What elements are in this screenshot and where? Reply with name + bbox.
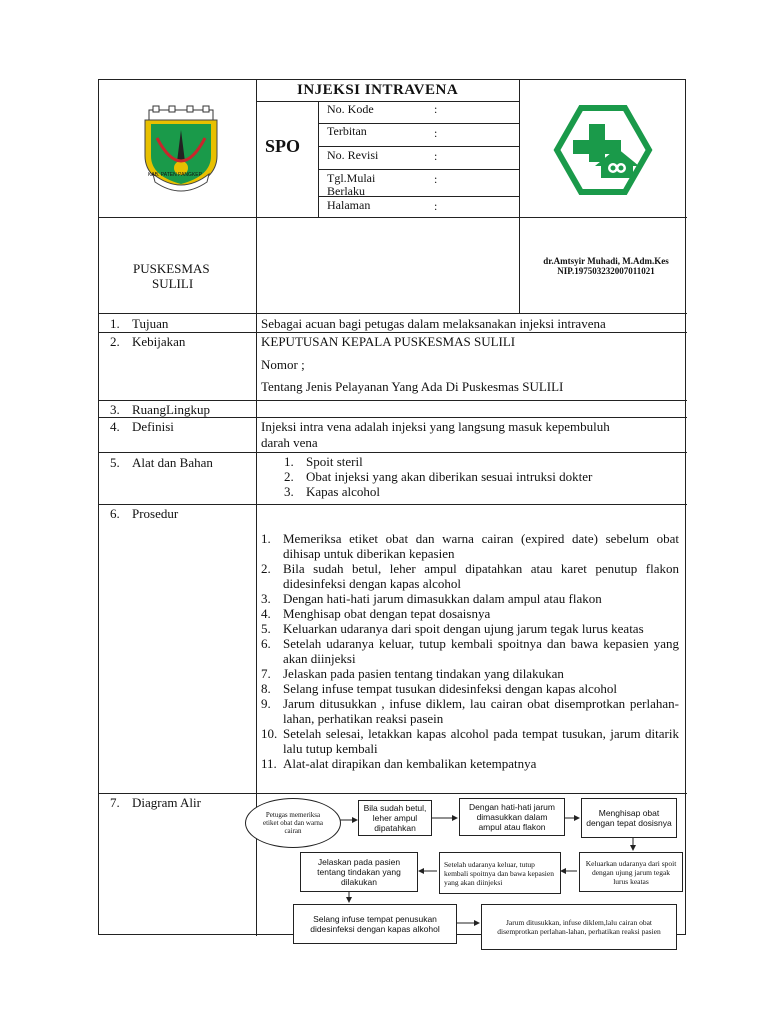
list-item: 9. Jarum ditusukkan , infuse diklem, lau cairan obat disemprotkan perlahan-lahan, perhatikan reaksi pasein — [261, 696, 679, 726]
field-terbitan-value: : — [434, 126, 438, 140]
tujuan-label: Tujuan — [132, 316, 169, 331]
document-title: INJEKSI INTRAVENA — [297, 82, 459, 98]
field-halaman-value: : — [434, 199, 438, 213]
field-line-3 — [318, 169, 519, 170]
list-item: 3. Kapas alcohol — [284, 484, 381, 499]
kebijakan-line2: Nomor ; — [261, 357, 305, 372]
row-line-1 — [99, 332, 687, 333]
flow-box-9: Jarum ditusukkan, infuse diklem,lalu cairan obat disemprotkan perlahan-lahan, perhatikan reaksi pasien — [481, 904, 677, 950]
pangkep-logo — [131, 104, 231, 194]
kebijakan-label: Kebijakan — [132, 334, 186, 349]
org-name-line1: PUSKESMAS — [133, 261, 210, 276]
spo-document — [98, 79, 686, 935]
ruang-num: 3. — [110, 402, 120, 417]
list-item: 5. Keluarkan udaranya dari spoit dengan ujung jarum tegak lurus keatas — [261, 621, 644, 636]
field-no-revisi-label: No. Revisi — [327, 148, 379, 162]
org-name-line2: SULILI — [152, 276, 194, 291]
list-item: 10. Setelah selesai, letakkan kapas alcohol pada tempat tusukan, jarum ditarik lalu tutup kembali — [261, 726, 679, 756]
definisi-label: Definisi — [132, 419, 174, 434]
kebijakan-num: 2. — [110, 334, 120, 349]
puskesmas-logo — [553, 104, 653, 196]
prosedur-label: Prosedur — [132, 506, 179, 521]
tujuan-text: Sebagai acuan bagi petugas dalam melaksanakan injeksi intravena — [261, 316, 606, 331]
list-item: 2. Obat injeksi yang akan diberikan sesuai intruksi dokter — [284, 469, 593, 484]
list-item: 8. Selang infuse tempat tusukan didesinfeksi dengan kapas alcohol — [261, 681, 617, 696]
row-line-6 — [99, 793, 687, 794]
right-column-divider — [519, 80, 520, 313]
field-line-2 — [318, 146, 519, 147]
org-bottom-line — [99, 313, 687, 314]
flow-box-6: Setelah udaranya keluar, tutup kembali spoitnya dan bawa kepasien yang akan diinjeksi — [439, 852, 561, 894]
field-no-kode-value: : — [434, 102, 438, 116]
definisi-line1: Injeksi intra vena adalah injeksi yang langsung masuk kepembuluh — [261, 419, 610, 434]
flow-box-8: Selang infuse tempat penusukan didesinfeksi dengan kapas alkohol — [293, 904, 457, 944]
spo-divider — [318, 101, 319, 217]
row-line-5 — [99, 504, 687, 505]
flow-start-ellipse: Petugas memeriksa etiket obat dan warna cairan — [245, 798, 341, 848]
list-item: 4. Menghisap obat dengan tepat dosaisnya — [261, 606, 491, 621]
list-item: 1. Memeriksa etiket obat dan warna cairan (expired date) sebelum obat dihisap untuk diberikan kepasien — [261, 531, 679, 561]
field-no-kode-label: No. Kode — [327, 102, 374, 116]
list-item: 3. Dengan hati-hati jarum dimasukkan dalam ampul atau flakon — [261, 591, 602, 606]
flow-box-2: Bila sudah betul, leher ampul dipatahkan — [358, 800, 432, 836]
diagram-label: Diagram Alir — [132, 795, 201, 810]
prosedur-num: 6. — [110, 506, 120, 521]
field-no-revisi-value: : — [434, 149, 438, 163]
spo-label: SPO — [265, 136, 301, 156]
row-line-2 — [99, 400, 687, 401]
flow-box-3: Dengan hati-hati jarum dimasukkan dalam ampul atau flakon — [459, 798, 565, 836]
definisi-num: 4. — [110, 419, 120, 434]
list-item: 2. Bila sudah betul, leher ampul dipatahkan atau karet penutup flakon didesinfeksi dengan kapas alcohol — [261, 561, 679, 591]
kebijakan-line3: Tentang Jenis Pelayanan Yang Ada Di Puskesmas SULILI — [261, 379, 564, 394]
field-terbitan-label: Terbitan — [327, 124, 367, 138]
alat-list — [284, 454, 664, 499]
field-halaman-label: Halaman — [327, 198, 371, 212]
row-line-4 — [99, 452, 687, 453]
flow-box-5: Keluarkan udaranya dari spoit dengan ujung jarum tegak lurus keatas — [579, 852, 683, 892]
alat-label: Alat dan Bahan — [132, 455, 213, 470]
signer-name: dr.Amtsyir Muhadi, M.Adm.Kes — [543, 256, 669, 266]
list-item: 11. Alat-alat dirapikan dan kembalikan ketempatnya — [261, 756, 537, 771]
signer-nip: NIP.197503232007011021 — [557, 266, 655, 276]
kebijakan-line1: KEPUTUSAN KEPALA PUSKESMAS SULILI — [261, 334, 516, 349]
list-item: 7. Jelaskan pada pasien tentang tindakan yang dilakukan — [261, 666, 564, 681]
list-item: 1. Spoit steril — [284, 454, 363, 469]
logo-motto: KAB. PATEN PANGKEP — [148, 172, 202, 178]
header-bottom-line — [99, 217, 687, 218]
prosedur-list — [261, 531, 679, 771]
field-tgl-mulai-label: Tgl.Mulai Berlaku — [327, 171, 376, 198]
field-tgl-mulai-value: : — [434, 172, 438, 186]
diagram-num: 7. — [110, 795, 120, 810]
row-line-3 — [99, 417, 687, 418]
list-item: 6. Setelah udaranya keluar, tutup kembali spoitnya dan bawa kepasien yang akan diinjeksi — [261, 636, 679, 666]
title-bottom-line — [256, 101, 519, 102]
definisi-line2: darah vena — [261, 435, 318, 450]
ruang-label: RuangLingkup — [132, 402, 210, 417]
flow-box-7: Jelaskan pada pasien tentang tindakan yang dilakukan — [300, 852, 418, 892]
flow-box-4: Menghisap obat dengan tepat dosisnya — [581, 798, 677, 838]
tujuan-num: 1. — [110, 316, 120, 331]
alat-num: 5. — [110, 455, 120, 470]
